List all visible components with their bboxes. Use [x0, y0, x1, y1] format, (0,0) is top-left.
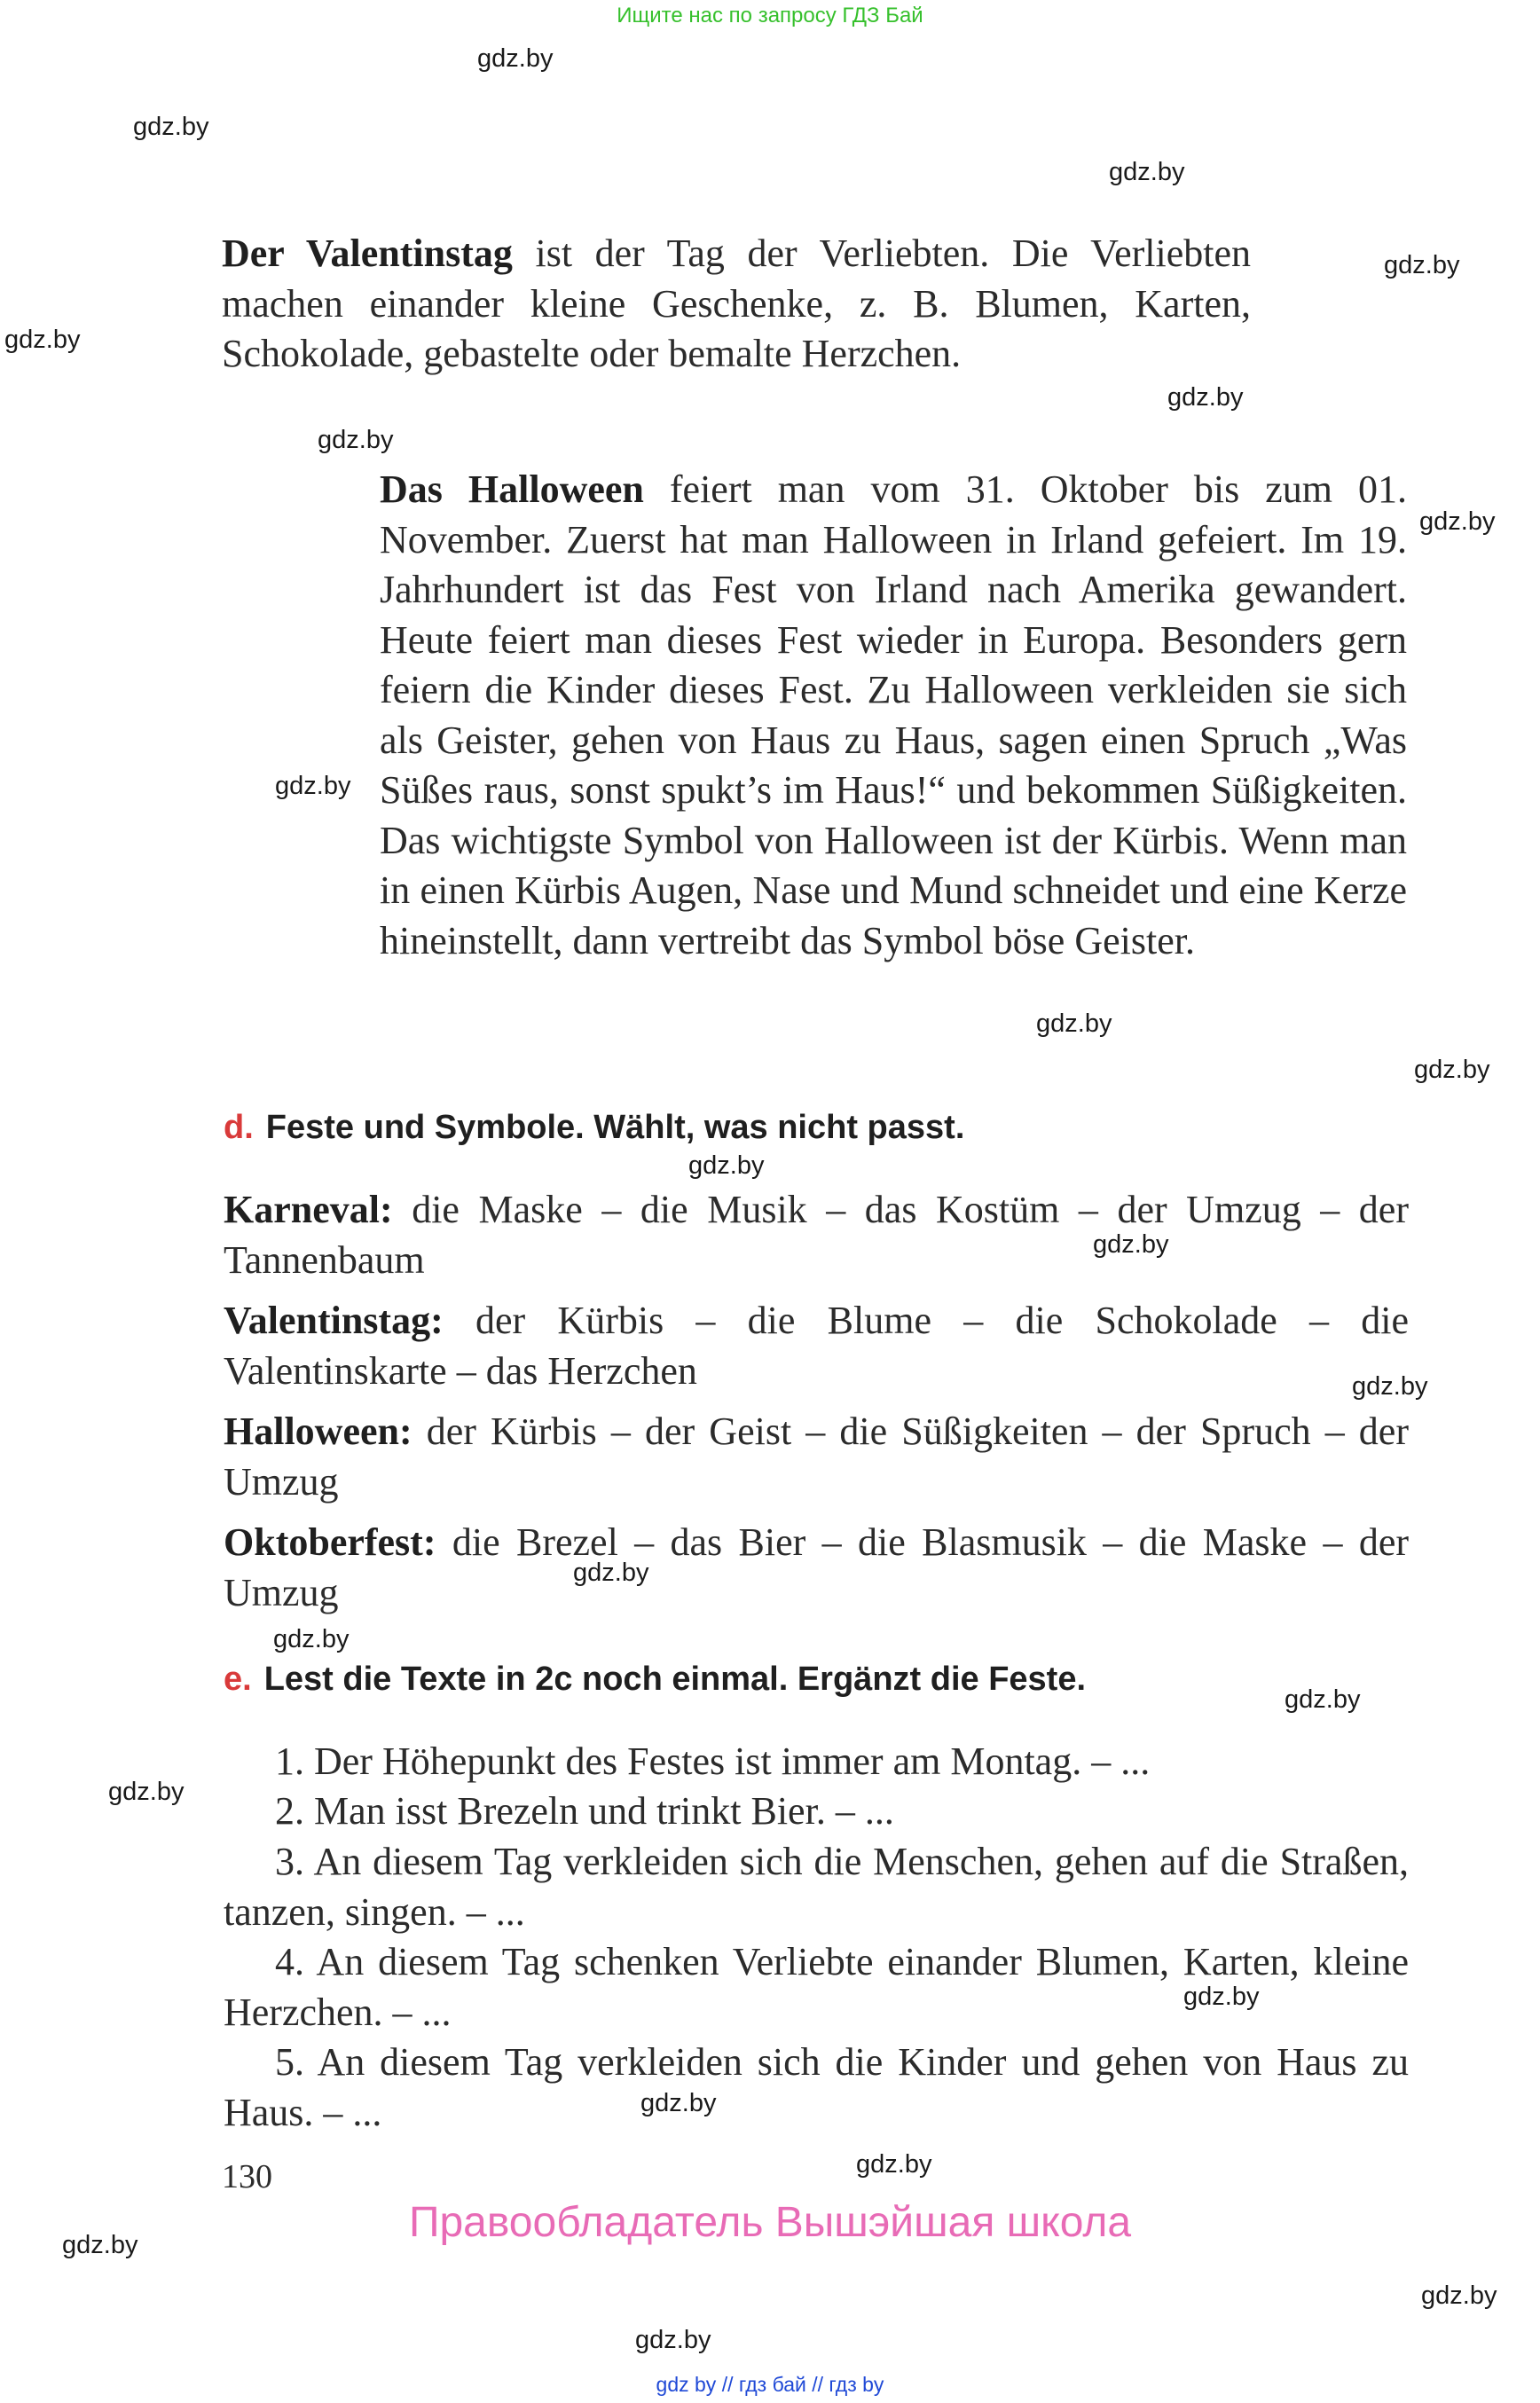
halloween-text: feiert man vom 31. Oktober bis zum 01. November. Zuerst hat man Halloween in Irland gefeiert. Im 19. Jahrhundert ist das Fest von Irland nach Amerika gewandert. Heute feiert man dieses Fest wieder in Europa. Besonders gern feiern die Kinder dieses Fest. Zu Halloween verkleiden sie sich als Geister, gehen von Haus zu Haus, sagen einen Spruch „Was Süßes raus, sonst spukt’s im Haus!“ und bekommen Süßigkeiten. Das wichtigste Symbol von Halloween ist der Kürbis. Wenn man in einen Kürbis Augen, Nase und Mund schneidet und eine Kerze hineinstellt, dann vertreibt das Symbol böse Geister. [380, 467, 1407, 962]
watermark: gdz.by [1167, 383, 1244, 412]
watermark: gdz.by [640, 2089, 717, 2117]
watermark: gdz.by [1183, 1983, 1260, 2011]
watermark: gdz.by [275, 772, 351, 800]
task-e-item: 1. Der Höhepunkt des Festes ist immer am Montag. – ... [275, 1739, 1151, 1783]
watermark: gdz.by [1093, 1230, 1169, 1259]
watermark: gdz.by [856, 2150, 932, 2179]
task-e-letter: e. [224, 1661, 252, 1698]
valentinstag-term: Der Valentinstag [222, 232, 513, 275]
halloween-term: Das Halloween [380, 467, 644, 511]
halloween-paragraph [380, 465, 1407, 966]
valentinstag-paragraph [222, 229, 1251, 380]
task-d-letter: d. [224, 1109, 254, 1146]
watermark: gdz.by [1352, 1372, 1428, 1401]
watermark: gdz.by [4, 326, 81, 354]
bottom-links[interactable]: gdz by // гдз бай // гдз by [656, 2373, 884, 2396]
task-d-item-term: Oktoberfest: [224, 1520, 436, 1564]
task-e-item: 5. An diesem Tag verkleiden sich die Kinder und gehen von Haus zu Haus. – ... [224, 2040, 1409, 2134]
task-e-item: 3. An diesem Tag verkleiden sich die Menschen, gehen auf die Straßen, tanzen, singen. – ... [224, 1840, 1409, 1934]
watermark: gdz.by [1036, 1009, 1112, 1038]
watermark: gdz.by [108, 1778, 185, 1806]
watermark: gdz.by [1421, 2281, 1497, 2310]
watermark: gdz.by [573, 1559, 649, 1587]
page-number: 130 [222, 2158, 272, 2195]
watermark: gdz.by [1384, 251, 1460, 279]
task-d-item-text: der Kürbis – der Geist – die Süßigkeiten – der Spruch – der Umzug [224, 1410, 1409, 1504]
task-d-item [224, 1518, 1409, 1618]
watermark: gdz.by [62, 2231, 138, 2259]
watermark: gdz.by [1414, 1056, 1490, 1084]
task-d-title: Feste und Symbole. Wählt, was nicht passt. [265, 1109, 965, 1146]
task-e-item: 2. Man isst Brezeln und trinkt Bier. – ... [275, 1789, 894, 1833]
task-d-item-term: Karneval: [224, 1188, 393, 1231]
watermark: gdz.by [1109, 158, 1185, 186]
watermark: gdz.by [477, 44, 554, 73]
task-d-heading [224, 1109, 964, 1147]
task-d-item [224, 1407, 1409, 1507]
watermark: gdz.by [318, 426, 394, 454]
task-d-item-term: Halloween: [224, 1410, 412, 1453]
watermark: gdz.by [688, 1151, 765, 1180]
task-d-item-text: der Kürbis – die Blume – die Schokolade – die Valentinskarte – das Herzchen [224, 1299, 1409, 1393]
watermark: gdz.by [635, 2326, 711, 2354]
valentinstag-text: ist der Tag der Verliebten. Die Verliebten machen einander kleine Geschenke, z. B. Blumen, Karten, Schokolade, gebastelte oder bemalte Herzchen. [222, 232, 1251, 375]
task-d-item-text: die Maske – die Musik – das Kostüm – der Umzug – der Tannenbaum [224, 1188, 1409, 1282]
task-e-title: Lest die Texte in 2c noch einmal. Ergänzt die Feste. [263, 1661, 1087, 1698]
task-d-item-term: Valentinstag: [224, 1299, 444, 1342]
watermark: gdz.by [273, 1625, 350, 1653]
task-d-item [224, 1296, 1409, 1396]
task-e-item: 4. An diesem Tag schenken Verliebte einander Blumen, Karten, kleine Herzchen. – ... [224, 1940, 1409, 2034]
task-d-item-text: die Brezel – das Bier – die Blasmusik – die Maske – der Umzug [224, 1520, 1409, 1614]
top-banner[interactable]: Ищите нас по запросу ГДЗ Бай [617, 4, 923, 27]
task-d-item [224, 1185, 1409, 1285]
watermark: gdz.by [133, 113, 209, 141]
copyright-notice: Правообладатель Вышэйшая школа [408, 2199, 1132, 2246]
watermark: gdz.by [1419, 507, 1496, 536]
watermark: gdz.by [1285, 1685, 1361, 1714]
task-e-heading [224, 1661, 1086, 1699]
